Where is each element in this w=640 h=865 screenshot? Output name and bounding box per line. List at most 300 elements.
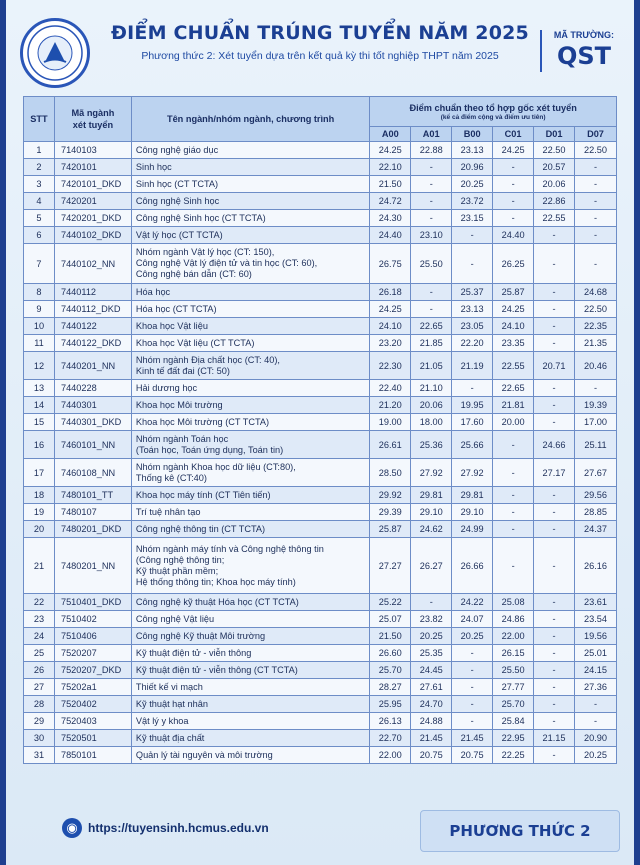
cell-score: - (534, 662, 575, 679)
table-row (24, 193, 617, 210)
cell-major-code: 7440228 (54, 380, 131, 397)
cell-major-name (131, 284, 369, 301)
cell-score: 21.05 (411, 352, 452, 380)
cell-score: 22.65 (493, 380, 534, 397)
table-body (24, 142, 617, 764)
table-row (24, 538, 617, 594)
cell-major-name (131, 176, 369, 193)
cell-stt: 11 (24, 335, 55, 352)
table-row (24, 521, 617, 538)
cell-score: 23.54 (575, 611, 617, 628)
cell-score: 22.40 (370, 380, 411, 397)
cell-score: - (493, 159, 534, 176)
cell-score: - (575, 159, 617, 176)
major-name-text: Sinh học (CT TCTA) (135, 178, 219, 189)
cell-score: 22.70 (370, 730, 411, 747)
cell-score: 23.13 (452, 301, 493, 318)
table-row (24, 459, 617, 487)
cell-major-name (131, 142, 369, 159)
cell-stt: 27 (24, 679, 55, 696)
table-row (24, 227, 617, 244)
score-group-title: Điểm chuẩn theo tổ hợp gốc xét tuyển (409, 102, 577, 113)
cell-major-name (131, 645, 369, 662)
major-name-text: Vật lý học (CT TCTA) (135, 229, 223, 240)
cell-major-code: 7480101_TT (54, 487, 131, 504)
cell-major-code: 7440301 (54, 397, 131, 414)
cell-score: 25.84 (493, 713, 534, 730)
major-name-text: Trí tuệ nhân tạo (135, 506, 201, 517)
major-name-text: Kỹ thuật địa chất (135, 732, 205, 743)
cell-score: 26.75 (370, 244, 411, 284)
cell-score: 22.86 (534, 193, 575, 210)
right-border (634, 0, 640, 865)
page-subtitle: Phương thức 2: Xét tuyển dựa trên kết quả kỳ thi tốt nghiệp THPT năm 2025 (141, 50, 499, 62)
major-name-text: Kỹ thuật điện tử - viễn thông (CT TCTA) (135, 664, 298, 675)
table-row (24, 335, 617, 352)
cell-score: 26.25 (493, 244, 534, 284)
table-row (24, 487, 617, 504)
cell-score: 23.05 (452, 318, 493, 335)
cell-score: 20.57 (534, 159, 575, 176)
table-row (24, 176, 617, 193)
table-row (24, 284, 617, 301)
cell-score: - (493, 193, 534, 210)
major-name-text: Hóa học (CT TCTA) (135, 303, 217, 314)
cell-score: 25.50 (411, 244, 452, 284)
cell-score: 20.25 (452, 628, 493, 645)
column-header-combo: D07 (575, 127, 617, 142)
cell-score: 24.99 (452, 521, 493, 538)
cell-score: 25.37 (452, 284, 493, 301)
cell-stt: 14 (24, 397, 55, 414)
cell-score: 27.92 (411, 459, 452, 487)
cell-major-name (131, 244, 369, 284)
cell-stt: 25 (24, 645, 55, 662)
major-name-text: Quản lý tài nguyên và môi trường (135, 749, 273, 760)
cell-score: 24.40 (493, 227, 534, 244)
cutoff-score-table (23, 96, 617, 764)
table-row (24, 431, 617, 459)
cell-score: - (452, 679, 493, 696)
cell-score: 24.37 (575, 521, 617, 538)
cell-score: 25.50 (493, 662, 534, 679)
cell-major-name (131, 713, 369, 730)
cell-score: 27.92 (452, 459, 493, 487)
cell-score: 22.88 (411, 142, 452, 159)
cell-major-name (131, 504, 369, 521)
table-row (24, 713, 617, 730)
cell-score: 26.61 (370, 431, 411, 459)
column-header-stt: STT (24, 97, 55, 142)
cell-score: - (575, 210, 617, 227)
cell-major-name (131, 730, 369, 747)
cell-score: 20.00 (493, 414, 534, 431)
website-link[interactable]: https://tuyensinh.hcmus.edu.vn (88, 821, 269, 835)
cell-score: 21.15 (534, 730, 575, 747)
cell-major-code: 7440102_DKD (54, 227, 131, 244)
school-code: QST (556, 42, 612, 70)
cell-score: 29.92 (370, 487, 411, 504)
cell-score: 24.10 (493, 318, 534, 335)
cell-score: - (493, 504, 534, 521)
cell-score: - (575, 380, 617, 397)
cell-major-name (131, 487, 369, 504)
cell-major-name (131, 301, 369, 318)
cell-score: 29.56 (575, 487, 617, 504)
cell-score: - (534, 318, 575, 335)
cell-major-name (131, 662, 369, 679)
cell-score: - (493, 431, 534, 459)
cell-score: 21.10 (411, 380, 452, 397)
cell-score: 26.60 (370, 645, 411, 662)
cell-major-code: 7520207_DKD (54, 662, 131, 679)
cell-score: - (534, 679, 575, 696)
cell-score: - (452, 713, 493, 730)
cell-major-name (131, 431, 369, 459)
column-header-combo: A01 (411, 127, 452, 142)
cell-major-name (131, 611, 369, 628)
cell-score: 24.68 (575, 284, 617, 301)
basketball-globe-icon: ◉ (62, 818, 82, 838)
cell-score: 23.35 (493, 335, 534, 352)
cell-stt: 31 (24, 747, 55, 764)
cell-score: 21.19 (452, 352, 493, 380)
cell-score: 25.87 (370, 521, 411, 538)
major-name-text: Nhóm ngành Khoa học dữ liệu (CT:80), Thống kê (CT:40) (135, 461, 296, 483)
cell-score: - (493, 487, 534, 504)
major-name-text: Kỹ thuật hạt nhân (135, 698, 208, 709)
cell-score: 25.66 (452, 431, 493, 459)
major-name-text: Nhóm ngành Vật lý học (CT: 150), Công nghệ Vật lý điện tử và tin học (CT: 60), Công nghệ bán dẫn (CT: 60) (135, 247, 318, 279)
cell-score: 24.62 (411, 521, 452, 538)
cell-score: 23.61 (575, 594, 617, 611)
table-row (24, 730, 617, 747)
cell-score: 24.40 (370, 227, 411, 244)
cell-major-code: 7440301_DKD (54, 414, 131, 431)
cell-major-code: 75202a1 (54, 679, 131, 696)
header-divider (540, 30, 542, 72)
cell-score: 24.10 (370, 318, 411, 335)
cell-score: 23.82 (411, 611, 452, 628)
cell-major-code: 7420201_DKD (54, 210, 131, 227)
cell-score: - (534, 628, 575, 645)
cell-score: - (534, 645, 575, 662)
cell-score: 29.10 (411, 504, 452, 521)
cell-score: - (575, 193, 617, 210)
cell-score: 24.25 (493, 142, 534, 159)
major-name-text: Công nghệ giáo dục (135, 144, 219, 155)
major-name-text: Vật lý y khoa (135, 715, 189, 726)
column-header-code: Mã ngành xét tuyển (54, 97, 131, 142)
cell-score: - (534, 538, 575, 594)
cell-score: 21.50 (370, 176, 411, 193)
cell-score: 25.35 (411, 645, 452, 662)
cell-score: - (534, 487, 575, 504)
cell-major-code: 7440102_NN (54, 244, 131, 284)
cell-major-name (131, 459, 369, 487)
cell-score: 29.81 (452, 487, 493, 504)
major-name-text: Công nghệ Sinh học (CT TCTA) (135, 212, 266, 223)
column-header-combo: A00 (370, 127, 411, 142)
table-row (24, 696, 617, 713)
cell-major-code: 7480201_NN (54, 538, 131, 594)
school-code-label: MÃ TRƯỜNG: (553, 30, 615, 40)
cell-major-code: 7460101_NN (54, 431, 131, 459)
cell-score: - (493, 176, 534, 193)
table-row (24, 645, 617, 662)
cell-score: 22.50 (575, 142, 617, 159)
cell-score: - (534, 397, 575, 414)
cell-score: 26.15 (493, 645, 534, 662)
cell-score: 24.25 (493, 301, 534, 318)
cell-score: 25.70 (370, 662, 411, 679)
cell-score: 19.56 (575, 628, 617, 645)
page-title: ĐIỂM CHUẨN TRÚNG TUYỂN NĂM 2025 (111, 22, 529, 44)
header (0, 0, 640, 92)
cell-stt: 2 (24, 159, 55, 176)
table-row (24, 662, 617, 679)
cell-score: 27.67 (575, 459, 617, 487)
cell-score: 23.10 (411, 227, 452, 244)
cell-score: 23.20 (370, 335, 411, 352)
cell-major-code: 7520207 (54, 645, 131, 662)
cell-major-name (131, 193, 369, 210)
cell-score: 22.55 (534, 210, 575, 227)
cell-major-code: 7850101 (54, 747, 131, 764)
cell-score: 19.00 (370, 414, 411, 431)
cell-score: 24.25 (370, 301, 411, 318)
cell-score: 27.17 (534, 459, 575, 487)
cell-score: - (534, 521, 575, 538)
major-name-text: Khoa học Vật liệu (CT TCTA) (135, 337, 255, 348)
cell-major-code: 7520402 (54, 696, 131, 713)
cell-score: 22.50 (575, 301, 617, 318)
cell-major-code: 7480201_DKD (54, 521, 131, 538)
cell-score: - (493, 538, 534, 594)
cell-score: 20.06 (411, 397, 452, 414)
cell-score: 17.00 (575, 414, 617, 431)
cell-major-name (131, 679, 369, 696)
cell-score: 27.61 (411, 679, 452, 696)
table-row (24, 594, 617, 611)
cell-score: 17.60 (452, 414, 493, 431)
cell-score: 25.70 (493, 696, 534, 713)
cell-stt: 17 (24, 459, 55, 487)
cell-score: - (575, 244, 617, 284)
cell-major-code: 7480107 (54, 504, 131, 521)
column-header-combo: D01 (534, 127, 575, 142)
cell-major-name (131, 538, 369, 594)
cell-score: 22.65 (411, 318, 452, 335)
left-border (0, 0, 6, 865)
major-name-text: Công nghệ Vật liệu (135, 613, 215, 624)
major-name-text: Nhóm ngành máy tính và Công nghệ thông tin (Công nghệ thông tin; Kỹ thuật phần mềm; Hệ thống thông tin; Khoa học máy tính) (135, 543, 324, 587)
cell-score: 22.00 (493, 628, 534, 645)
cell-score: 26.27 (411, 538, 452, 594)
cell-score: - (452, 696, 493, 713)
cell-stt: 22 (24, 594, 55, 611)
cell-major-code: 7520403 (54, 713, 131, 730)
table-row (24, 628, 617, 645)
cell-major-code: 7420101 (54, 159, 131, 176)
cell-major-name (131, 628, 369, 645)
cell-major-code: 7420101_DKD (54, 176, 131, 193)
cell-score: - (534, 301, 575, 318)
major-name-text: Khoa học máy tính (CT Tiên tiến) (135, 489, 271, 500)
cell-score: - (452, 244, 493, 284)
cell-score: 23.72 (452, 193, 493, 210)
major-name-text: Kỹ thuật điện tử - viễn thông (135, 647, 252, 658)
cell-score: - (411, 159, 452, 176)
table-row (24, 679, 617, 696)
cell-stt: 5 (24, 210, 55, 227)
cell-score: 29.81 (411, 487, 452, 504)
cell-stt: 19 (24, 504, 55, 521)
cell-major-name (131, 318, 369, 335)
table-row (24, 397, 617, 414)
cell-score: 24.72 (370, 193, 411, 210)
cell-score: - (534, 380, 575, 397)
cell-score: - (452, 645, 493, 662)
cell-major-name (131, 159, 369, 176)
cell-score: - (534, 227, 575, 244)
cell-score: - (534, 244, 575, 284)
cell-score: 20.71 (534, 352, 575, 380)
cell-score: 18.00 (411, 414, 452, 431)
cell-score: 20.25 (452, 176, 493, 193)
cell-stt: 21 (24, 538, 55, 594)
cell-score: 22.10 (370, 159, 411, 176)
cell-stt: 6 (24, 227, 55, 244)
cell-stt: 4 (24, 193, 55, 210)
cell-score: 24.15 (575, 662, 617, 679)
cell-score: 23.15 (452, 210, 493, 227)
cell-score: 26.66 (452, 538, 493, 594)
cell-score: 22.50 (534, 142, 575, 159)
cell-major-code: 7440122 (54, 318, 131, 335)
cell-score: 21.50 (370, 628, 411, 645)
cell-score: 22.35 (575, 318, 617, 335)
table-row (24, 747, 617, 764)
cell-major-code: 7460108_NN (54, 459, 131, 487)
cell-score: - (493, 521, 534, 538)
cell-score: 26.18 (370, 284, 411, 301)
major-name-text: Công nghệ thông tin (CT TCTA) (135, 523, 266, 534)
major-name-text: Hóa học (135, 286, 171, 297)
cell-major-code: 7510406 (54, 628, 131, 645)
cell-score: - (534, 335, 575, 352)
cell-stt: 30 (24, 730, 55, 747)
cell-score: 24.70 (411, 696, 452, 713)
table-row (24, 414, 617, 431)
cell-score: 25.08 (493, 594, 534, 611)
cell-stt: 9 (24, 301, 55, 318)
cell-score: - (534, 747, 575, 764)
cell-score: 24.45 (411, 662, 452, 679)
cell-score: 24.07 (452, 611, 493, 628)
cell-major-code: 7440112_DKD (54, 301, 131, 318)
cell-score: 25.22 (370, 594, 411, 611)
method-badge: PHƯƠNG THỨC 2 (420, 810, 620, 852)
cell-score: 20.06 (534, 176, 575, 193)
cell-score: - (534, 414, 575, 431)
cell-score: - (534, 611, 575, 628)
table-row (24, 159, 617, 176)
cell-score: - (452, 227, 493, 244)
cell-score: - (575, 227, 617, 244)
cell-score: - (411, 284, 452, 301)
cell-score: - (534, 504, 575, 521)
cell-score: 19.39 (575, 397, 617, 414)
table-row (24, 210, 617, 227)
cell-stt: 3 (24, 176, 55, 193)
cell-major-name (131, 414, 369, 431)
cell-score: 20.46 (575, 352, 617, 380)
cell-score: 22.30 (370, 352, 411, 380)
cell-score: 20.25 (411, 628, 452, 645)
cell-major-name (131, 227, 369, 244)
cell-score: 28.27 (370, 679, 411, 696)
cell-stt: 23 (24, 611, 55, 628)
cell-score: 24.30 (370, 210, 411, 227)
cell-stt: 8 (24, 284, 55, 301)
cell-major-name (131, 380, 369, 397)
table-row (24, 352, 617, 380)
cell-score: 22.25 (493, 747, 534, 764)
cell-stt: 16 (24, 431, 55, 459)
table-row (24, 142, 617, 159)
cell-score: 20.90 (575, 730, 617, 747)
table-row (24, 301, 617, 318)
cell-score: - (411, 193, 452, 210)
cell-score: - (411, 176, 452, 193)
cell-score: 21.20 (370, 397, 411, 414)
column-header-name: Tên ngành/nhóm ngành, chương trình (131, 97, 369, 142)
cell-major-code: 7140103 (54, 142, 131, 159)
major-name-text: Sinh học (135, 161, 172, 172)
university-logo (20, 18, 90, 88)
university-seal-icon (26, 24, 84, 82)
column-header-combo: B00 (452, 127, 493, 142)
cell-score: 25.95 (370, 696, 411, 713)
cell-score: 26.13 (370, 713, 411, 730)
cell-score: 27.27 (370, 538, 411, 594)
cell-score: 20.75 (411, 747, 452, 764)
cell-score: - (493, 459, 534, 487)
major-name-text: Hải dương học (135, 382, 198, 393)
cell-score: 21.85 (411, 335, 452, 352)
cell-score: - (575, 696, 617, 713)
cell-score: 21.45 (452, 730, 493, 747)
cell-stt: 7 (24, 244, 55, 284)
cell-major-name (131, 210, 369, 227)
major-name-text: Công nghệ kỹ thuật Hóa học (CT TCTA) (135, 596, 299, 607)
cell-score: 19.95 (452, 397, 493, 414)
table-row (24, 318, 617, 335)
cell-score: - (534, 696, 575, 713)
cell-major-name (131, 352, 369, 380)
cell-stt: 12 (24, 352, 55, 380)
cell-stt: 15 (24, 414, 55, 431)
table-row (24, 504, 617, 521)
cell-score: 21.45 (411, 730, 452, 747)
cell-score: - (575, 176, 617, 193)
major-name-text: Khoa học Môi trường (135, 399, 223, 410)
cell-score: 25.11 (575, 431, 617, 459)
cell-major-name (131, 696, 369, 713)
cell-score: 22.55 (493, 352, 534, 380)
cell-stt: 20 (24, 521, 55, 538)
